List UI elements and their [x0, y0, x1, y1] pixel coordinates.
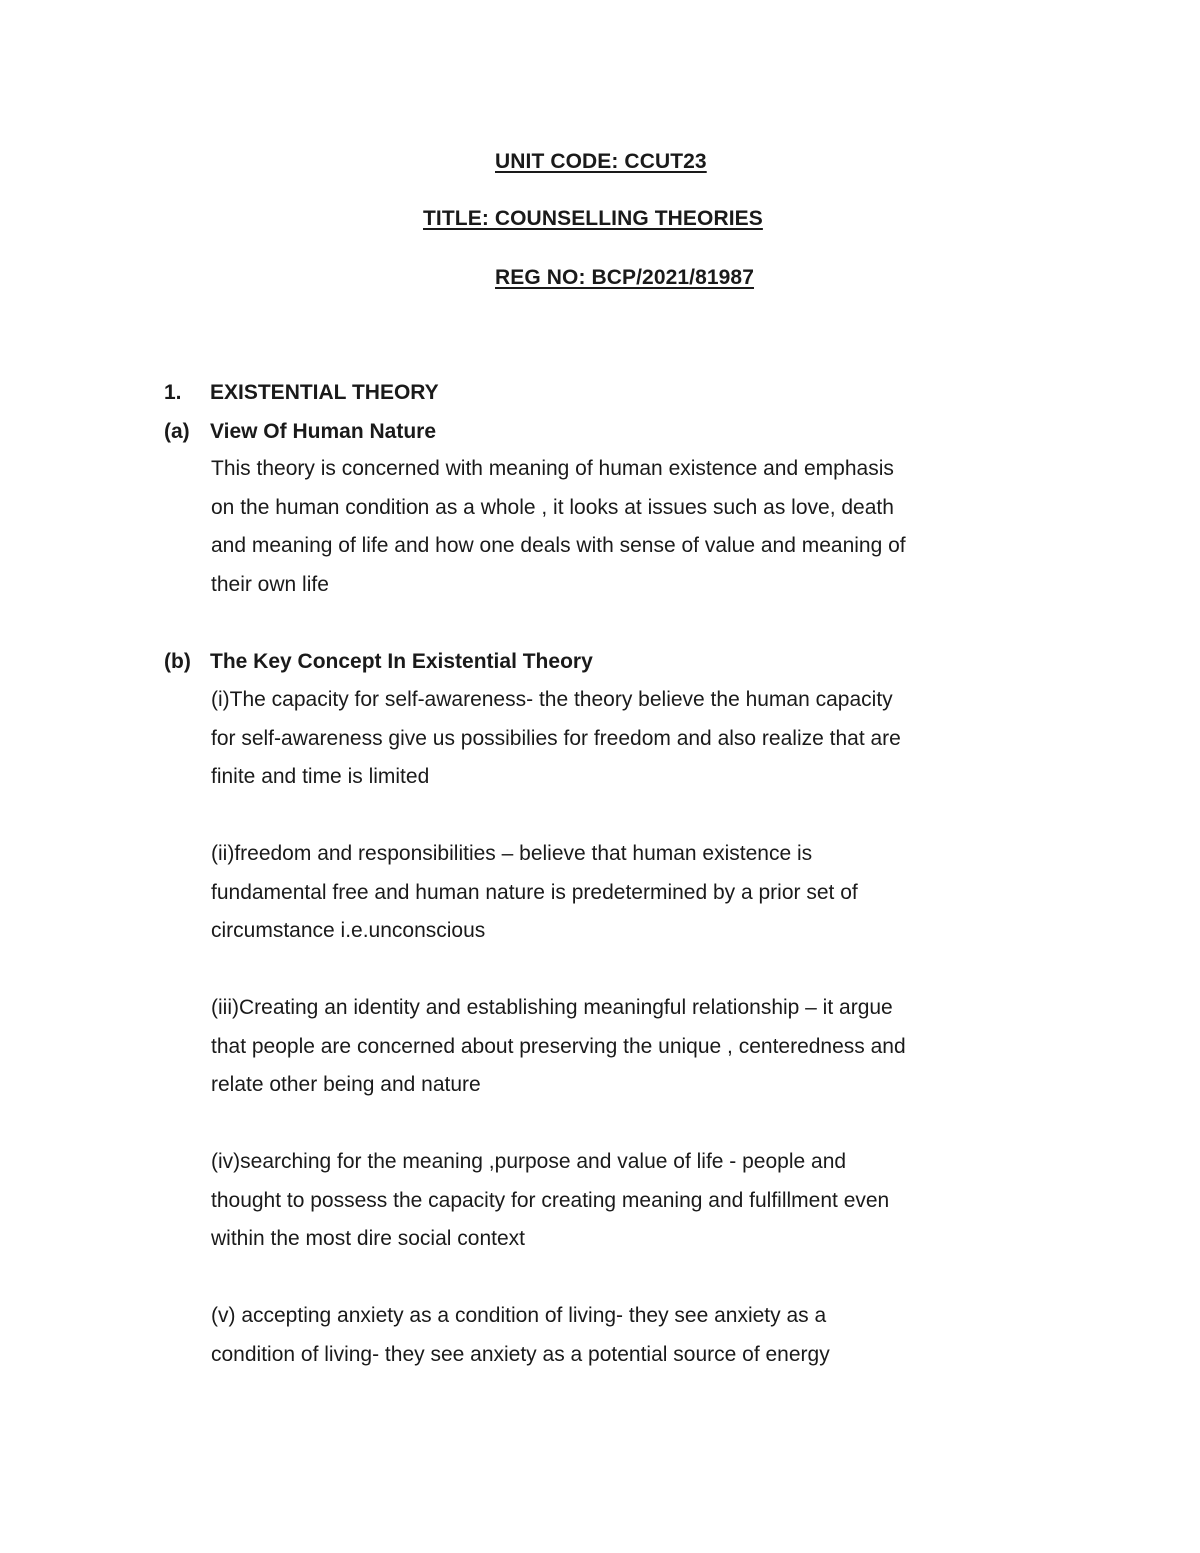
paragraph-line: This theory is concerned with meaning of human existence and emphasis	[211, 457, 894, 480]
part-a-title: View Of Human Nature	[210, 420, 436, 443]
part-b-title: The Key Concept In Existential Theory	[210, 650, 593, 673]
part-b-marker: (b)	[164, 650, 191, 673]
concept-item-v	[211, 1297, 1081, 1374]
paragraph-line: on the human condition as a whole , it looks at issues such as love, death	[211, 495, 894, 519]
concept-item-iii	[211, 989, 1081, 1105]
paragraph-line: within the most dire social context	[211, 1227, 525, 1251]
part-a-marker: (a)	[164, 420, 190, 443]
paragraph-line: their own life	[211, 572, 329, 596]
part-a-paragraph	[211, 450, 1081, 604]
paragraph-line: relate other being and nature	[211, 1073, 481, 1097]
unit-code-heading: UNIT CODE: CCUT23	[495, 150, 707, 173]
paragraph-line: circumstance i.e.unconscious	[211, 919, 486, 943]
paragraph-line: (iii)Creating an identity and establishing meaningful relationship – it argue	[211, 996, 893, 1019]
paragraph-line: and meaning of life and how one deals with sense of value and meaning of	[211, 534, 906, 558]
paragraph-line: finite and time is limited	[211, 765, 430, 789]
part-a-heading	[164, 420, 436, 444]
section-1-heading	[164, 381, 439, 405]
paragraph-line: for self-awareness give us possibilies for freedom and also realize that are	[211, 726, 901, 750]
concept-item-iv	[211, 1143, 1081, 1259]
section-number: 1.	[164, 381, 182, 404]
paragraph-line: (v) accepting anxiety as a condition of living- they see anxiety as a	[211, 1304, 827, 1327]
section-title: EXISTENTIAL THEORY	[210, 381, 439, 404]
paragraph-line: (i)The capacity for self-awareness- the theory believe the human capacity	[211, 688, 893, 711]
paragraph-line: (iv)searching for the meaning ,purpose and value of life - people and	[211, 1150, 847, 1173]
paragraph-line: thought to possess the capacity for creating meaning and fulfillment even	[211, 1188, 890, 1212]
paragraph-line: fundamental free and human nature is predetermined by a prior set of	[211, 880, 858, 904]
paragraph-line: that people are concerned about preserving the unique , centeredness and	[211, 1034, 906, 1058]
paragraph-line: condition of living- they see anxiety as a potential source of energy	[211, 1342, 830, 1366]
paragraph-line: (ii)freedom and responsibilities – believe that human existence is	[211, 842, 813, 865]
concept-item-i	[211, 681, 1081, 797]
part-b-heading	[164, 650, 593, 674]
reg-no-heading: REG NO: BCP/2021/81987	[495, 266, 754, 289]
concept-item-ii	[211, 835, 1081, 951]
title-heading: TITLE: COUNSELLING THEORIES	[423, 207, 763, 230]
